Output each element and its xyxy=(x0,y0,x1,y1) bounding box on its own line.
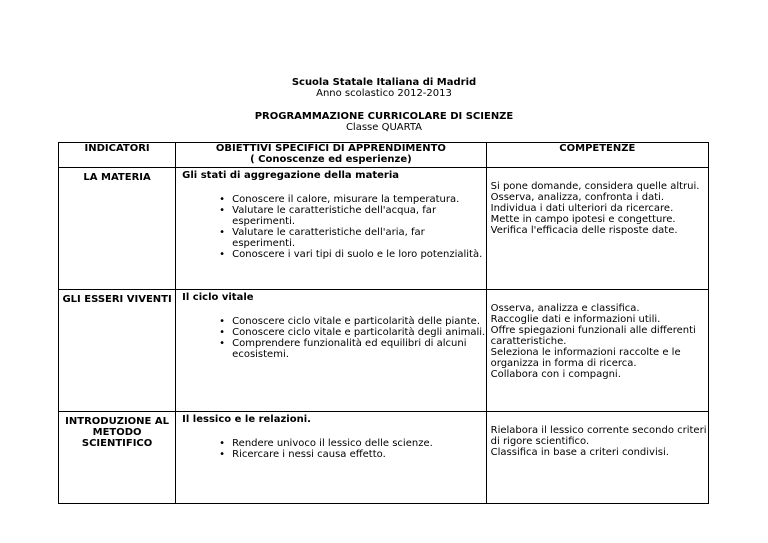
list-item: • Ricercare i nessi causa effetto. xyxy=(232,449,485,460)
indicatore-cell xyxy=(59,290,176,412)
indicatore-label-line3: SCIENTIFICO xyxy=(81,438,153,449)
header-competenze: COMPETENZE xyxy=(486,143,708,168)
competenza-line: Collabora con i compagni. xyxy=(490,369,621,380)
class-label: Classe QUARTA xyxy=(345,122,423,133)
competenza-line: Mette in campo ipotesi e congetture. xyxy=(490,214,676,225)
obiettivi-title: Gli stati di aggregazione della materia xyxy=(182,170,400,181)
indicatore-label: LA MATERIA xyxy=(83,172,151,183)
indicatore-label: GLI ESSERI VIVENTI xyxy=(62,294,172,305)
indicatore-label-line2: METODO xyxy=(92,427,142,438)
list-item: • Conoscere ciclo vitale e particolarità degli animali. xyxy=(232,327,485,338)
obiettivi-cell xyxy=(176,290,486,412)
table-header-row xyxy=(59,143,709,168)
list-item-line: ecosistemi. xyxy=(232,349,289,360)
obiettivi-title: Il ciclo vitale xyxy=(182,292,254,303)
competenza-line: Si pone domande, considera quelle altrui. xyxy=(490,181,700,192)
indicatore-cell xyxy=(59,412,176,504)
list-item: • Conoscere i vari tipi di suolo e le loro potenzialità. xyxy=(232,249,485,260)
competenza-line: Individua i dati ulteriori da ricercare. xyxy=(490,203,674,214)
list-item: • Conoscere ciclo vitale e particolarità delle piante. xyxy=(232,316,485,327)
table-row xyxy=(59,412,709,504)
list-item: • Valutare le caratteristiche dell'aria, far esperimenti. xyxy=(232,227,485,249)
school-name: Scuola Statale Italiana di Madrid xyxy=(291,77,477,88)
list-item xyxy=(232,338,485,360)
competenza-line: Offre spiegazioni funzionali alle differenti xyxy=(490,325,696,336)
obiettivi-list xyxy=(176,194,485,260)
competenza-line: Rielabora il lessico corrente secondo criteri xyxy=(490,425,707,436)
list-item: • Conoscere il calore, misurare la temperatura. xyxy=(232,194,485,205)
header-indicatori: INDICATORI xyxy=(59,143,176,168)
competenza-line: caratteristiche. xyxy=(490,336,567,347)
competenze-cell xyxy=(486,168,708,290)
competenza-line: Classifica in base a criteri condivisi. xyxy=(490,447,669,458)
indicatore-label-line1: INTRODUZIONE AL xyxy=(65,416,169,427)
list-item: • Rendere univoco il lessico delle scienze. xyxy=(232,438,485,449)
table-row xyxy=(59,168,709,290)
competenze-cell xyxy=(486,290,708,412)
list-item-line: • Comprendere funzionalità ed equilibri di alcuni xyxy=(232,338,467,349)
obiettivi-cell xyxy=(176,412,486,504)
header-obiettivi-line2: ( Conoscenze ed esperienze) xyxy=(250,154,412,165)
list-item: • Valutare le caratteristiche dell'acqua, far esperimenti. xyxy=(232,205,485,227)
obiettivi-list xyxy=(176,438,485,460)
competenza-line: Raccoglie dati e informazioni utili. xyxy=(490,314,661,325)
indicatore-cell xyxy=(59,168,176,290)
competenza-line: di rigore scientifico. xyxy=(490,436,590,447)
table-row xyxy=(59,290,709,412)
competenza-line: Seleziona le informazioni raccolte e le xyxy=(490,347,681,358)
obiettivi-title: Il lessico e le relazioni. xyxy=(182,414,311,425)
obiettivi-cell xyxy=(176,168,486,290)
curriculum-table xyxy=(58,142,709,504)
document-title: PROGRAMMAZIONE CURRICOLARE DI SCIENZE xyxy=(254,111,514,122)
obiettivi-list xyxy=(176,316,485,360)
competenze-cell xyxy=(486,412,708,504)
header-obiettivi xyxy=(176,143,486,168)
competenza-line: organizza in forma di ricerca. xyxy=(490,358,637,369)
competenza-line: Verifica l'efficacia delle risposte date. xyxy=(490,225,678,236)
competenza-line: Osserva, analizza, confronta i dati. xyxy=(490,192,665,203)
header-obiettivi-line1: OBIETTIVI SPECIFICI DI APPRENDIMENTO xyxy=(215,143,446,154)
school-year: Anno scolastico 2012-2013 xyxy=(316,88,452,99)
competenza-line: Osserva, analizza e classifica. xyxy=(490,303,640,314)
